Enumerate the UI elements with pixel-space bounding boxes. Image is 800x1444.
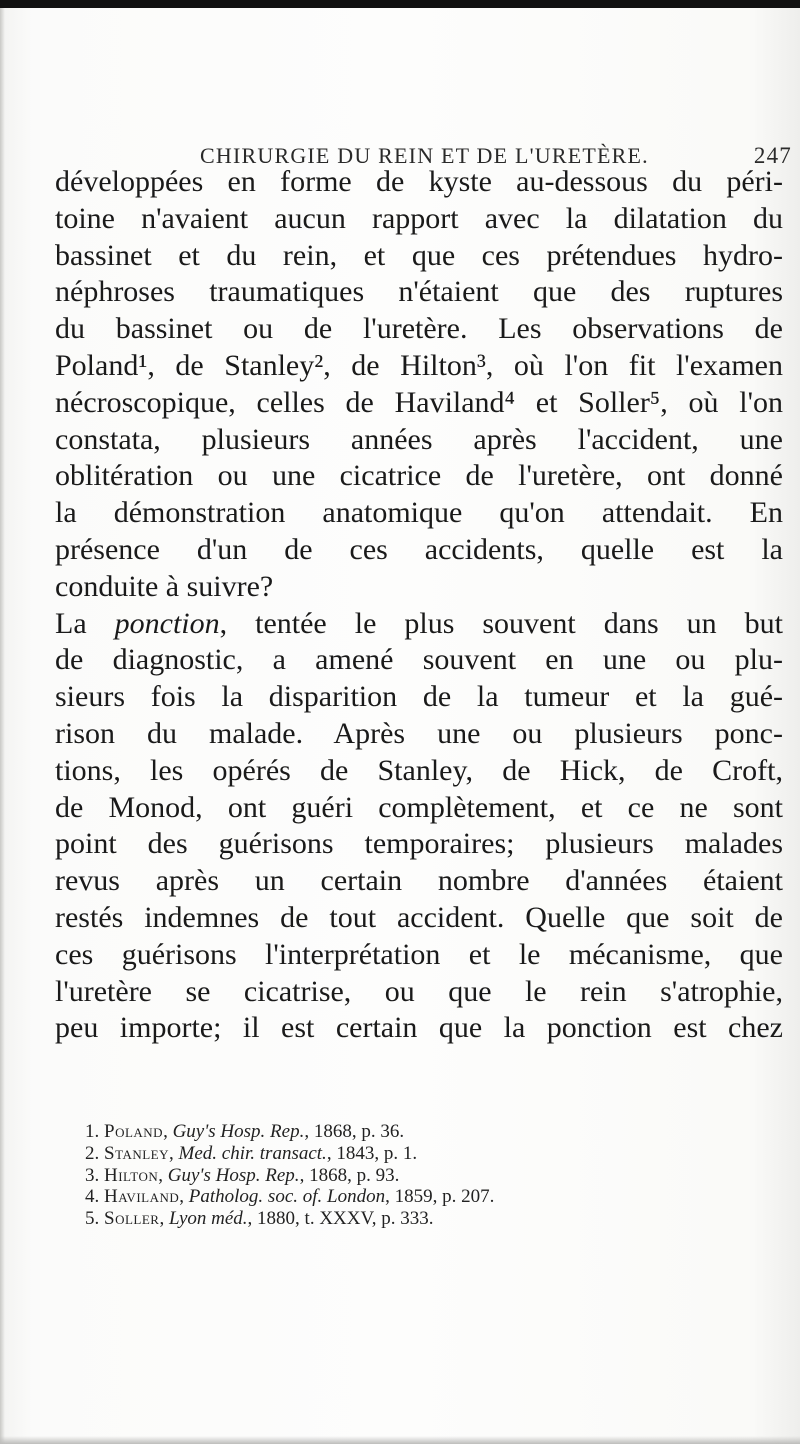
text-line: présence d'un de ces accidents, quelle est la <box>55 532 783 566</box>
footnote-details: , 1859, p. 207. <box>385 1186 495 1208</box>
footnote-number: 1. <box>85 1121 100 1142</box>
footnote: 4. Haviland, Patholog. soc. of. London, 1859, p. 207. <box>85 1186 495 1208</box>
body-text <box>55 164 783 1047</box>
text-line: de Monod, ont guéri complètement, et ce ne sont <box>55 790 783 824</box>
footnote-author: Soller <box>104 1208 160 1230</box>
text-line: du bassinet ou de l'uretère. Les observations de <box>55 312 783 346</box>
text-line: Poland¹, de Stanley², de Hilton³, où l'on fit l'examen <box>55 348 783 382</box>
page-number: 247 <box>753 143 792 168</box>
footnote-source: Guy's Hosp. Rep. <box>172 1121 305 1142</box>
footnote-author: Hilton <box>104 1164 159 1186</box>
footnote-author: Poland <box>104 1121 164 1142</box>
footnote-number: 4. <box>85 1186 100 1208</box>
footnote-source: Guy's Hosp. Rep. <box>167 1164 300 1186</box>
text-line: bassinet et du rein, et que ces prétendues hydro- <box>55 238 783 272</box>
footnote-number: 2. <box>85 1142 100 1164</box>
footnote: 1. Poland, Guy's Hosp. Rep., 1868, p. 36. <box>85 1121 405 1142</box>
text-line: sieurs fois la disparition de la tumeur et la gué- <box>55 680 783 714</box>
footnote-author: Haviland <box>104 1186 180 1208</box>
text-line: conduite à suivre? <box>55 569 274 603</box>
text-line: constata, plusieurs années après l'accident, une <box>55 422 783 456</box>
footnote-source: Lyon méd. <box>168 1208 248 1230</box>
footnote-number: 5. <box>85 1208 100 1230</box>
footnote-details: , 1868, p. 93. <box>299 1164 400 1186</box>
text-line: toine n'avaient aucun rapport avec la dilatation du <box>55 201 783 235</box>
text-line: peu importe; il est certain que la ponction est chez <box>55 1011 783 1045</box>
text-line: rison du malade. Après une ou plusieurs ponc- <box>55 716 783 750</box>
footnote: 5. Soller, Lyon méd., 1880, t. XXXV, p. 333. <box>85 1208 434 1230</box>
text-line: la démonstration anatomique qu'on attendait. En <box>55 496 783 530</box>
text-line: revus après un certain nombre d'années étaient <box>55 864 783 898</box>
footnote: 3. Hilton, Guy's Hosp. Rep., 1868, p. 93. <box>85 1164 400 1186</box>
text-line: restés indemnes de tout accident. Quelle que soit de <box>55 900 783 934</box>
footnotes <box>85 1121 785 1230</box>
text-line: ces guérisons l'interprétation et le mécanisme, que <box>55 937 783 971</box>
text-line: oblitération ou une cicatrice de l'uretère, ont donné <box>55 459 783 493</box>
footnote-details: , 1843, p. 1. <box>326 1142 418 1164</box>
bottom-edge <box>0 1436 800 1444</box>
footnote-author: Stanley <box>104 1142 170 1164</box>
text-line: tions, les opérés de Stanley, de Hick, de Croft, <box>55 753 783 787</box>
text-line: de diagnostic, a amené souvent en une ou plu- <box>55 643 783 677</box>
footnote-details: , 1868, p. 36. <box>304 1121 405 1142</box>
running-title: CHIRURGIE DU REIN ET DE L'URETÈRE. <box>200 143 649 168</box>
footnote-source: Med. chir. transact. <box>178 1142 327 1164</box>
text-line: néphroses traumatiques n'étaient que des ruptures <box>55 275 783 309</box>
text-line-ponction <box>55 606 783 643</box>
footnote-number: 3. <box>85 1164 100 1186</box>
footnote-details: , 1880, t. XXXV, p. 333. <box>247 1208 434 1230</box>
italic-term: ponction <box>114 606 220 640</box>
text-segment: La <box>55 606 115 640</box>
text-line: l'uretère se cicatrise, ou que le rein s'atrophie, <box>55 974 783 1008</box>
text-segment: , tentée le plus souvent dans un but <box>219 606 783 640</box>
page-edge-shadow <box>0 8 5 1444</box>
text-line: développées en forme de kyste au-dessous du péri- <box>55 165 783 198</box>
text-line: point des guérisons temporaires; plusieurs malades <box>55 827 783 861</box>
text-line: nécroscopique, celles de Haviland⁴ et Soller⁵, où l'on <box>55 385 783 419</box>
footnote: 2. Stanley, Med. chir. transact., 1843, p. 1. <box>85 1142 418 1164</box>
footnote-source: Patholog. soc. of. London <box>188 1186 386 1208</box>
top-border <box>0 0 800 8</box>
